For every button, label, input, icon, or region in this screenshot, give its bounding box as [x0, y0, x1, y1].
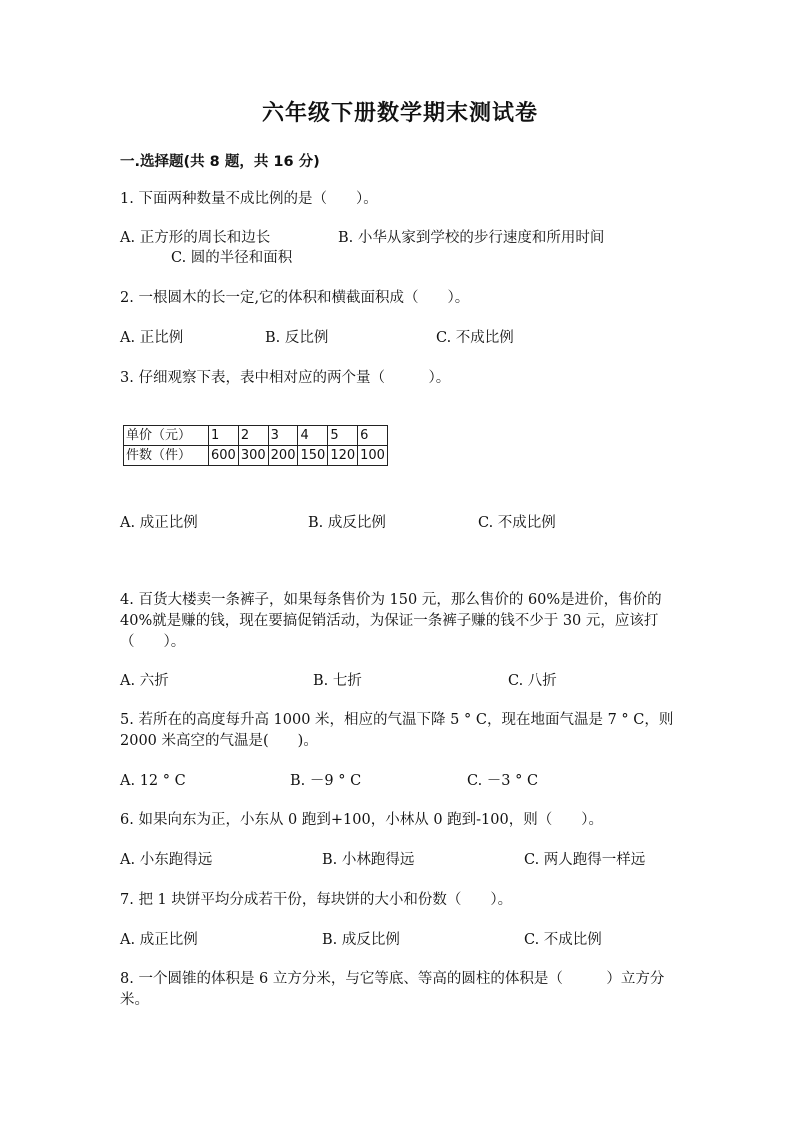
- question-2-option-b: B. 反比例: [265, 330, 329, 346]
- question-3-option-b: B. 成反比例: [308, 515, 386, 531]
- question-5-stem: 5. 若所在的高度每升高 1000 米，相应的气温下降 5 ° C，现在地面气温是 7 ° C，则 2000 米高空的气温是( )。: [120, 712, 674, 749]
- table-cell: 6: [358, 426, 388, 446]
- table-cell: 5: [328, 426, 358, 446]
- question-5-option-a: A. 12 ° C: [120, 773, 186, 789]
- table-row: [124, 446, 388, 466]
- question-2-option-c: C. 不成比例: [436, 330, 514, 346]
- price-quantity-table: [123, 425, 388, 466]
- question-6-option-b: B. 小林跑得远: [322, 852, 415, 868]
- question-2-option-a: A. 正比例: [120, 330, 184, 346]
- table-cell: 单价（元）: [124, 426, 209, 446]
- question-1-option-c: C. 圆的半径和面积: [171, 250, 293, 266]
- question-1-option-b: B. 小华从家到学校的步行速度和所用时间: [338, 230, 605, 246]
- table-cell: 1: [209, 426, 239, 446]
- question-7-option-c: C. 不成比例: [524, 932, 602, 948]
- question-3-stem: 3. 仔细观察下表，表中相对应的两个量（ ）。: [120, 370, 451, 386]
- section-heading: 一.选择题(共 8 题，共 16 分): [120, 154, 320, 170]
- question-8-stem: 8. 一个圆锥的体积是 6 立方分米，与它等底、等高的圆柱的体积是（ ）立方分米。: [120, 971, 665, 1008]
- question-6-option-a: A. 小东跑得远: [120, 852, 213, 868]
- table-cell: 100: [358, 446, 388, 466]
- question-4-option-a: A. 六折: [120, 673, 169, 689]
- table-cell: 300: [238, 446, 268, 466]
- question-5-option-b: B. －9 ° C: [290, 773, 362, 789]
- question-1-stem: 1. 下面两种数量不成比例的是（ ）。: [120, 191, 378, 207]
- table-cell: 200: [268, 446, 298, 466]
- question-7-stem: 7. 把 1 块饼平均分成若干份，每块饼的大小和份数（ ）。: [120, 892, 513, 908]
- table-cell: 4: [298, 426, 328, 446]
- question-7-option-a: A. 成正比例: [120, 932, 198, 948]
- table-row: [124, 426, 388, 446]
- question-6-option-c: C. 两人跑得一样远: [524, 852, 646, 868]
- question-2-stem: 2. 一根圆木的长一定,它的体积和横截面积成（ ）。: [120, 290, 470, 306]
- table-cell: 120: [328, 446, 358, 466]
- question-7-option-b: B. 成反比例: [322, 932, 400, 948]
- question-5-option-c: C. －3 ° C: [467, 773, 539, 789]
- table-cell: 件数（件）: [124, 446, 209, 466]
- table-cell: 2: [238, 426, 268, 446]
- question-4-option-b: B. 七折: [313, 673, 362, 689]
- question-4-option-c: C. 八折: [508, 673, 557, 689]
- table-cell: 600: [209, 446, 239, 466]
- question-3-option-a: A. 成正比例: [120, 515, 198, 531]
- question-1-option-a: A. 正方形的周长和边长: [120, 230, 271, 246]
- page-title: 六年级下册数学期末测试卷: [261, 101, 538, 126]
- question-3-option-c: C. 不成比例: [478, 515, 556, 531]
- question-4-stem: 4. 百货大楼卖一条裤子，如果每条售价为 150 元，那么售价的 60%是进价，售价的 40%就是赚的钱，现在要搞促销活动，为保证一条裤子赚的钱不少于 30 元，应该打（ ）。: [120, 592, 662, 650]
- question-6-stem: 6. 如果向东为正，小东从 0 跑到+100，小林从 0 跑到-100，则（ ）。: [120, 812, 603, 828]
- table-cell: 150: [298, 446, 328, 466]
- table-cell: 3: [268, 426, 298, 446]
